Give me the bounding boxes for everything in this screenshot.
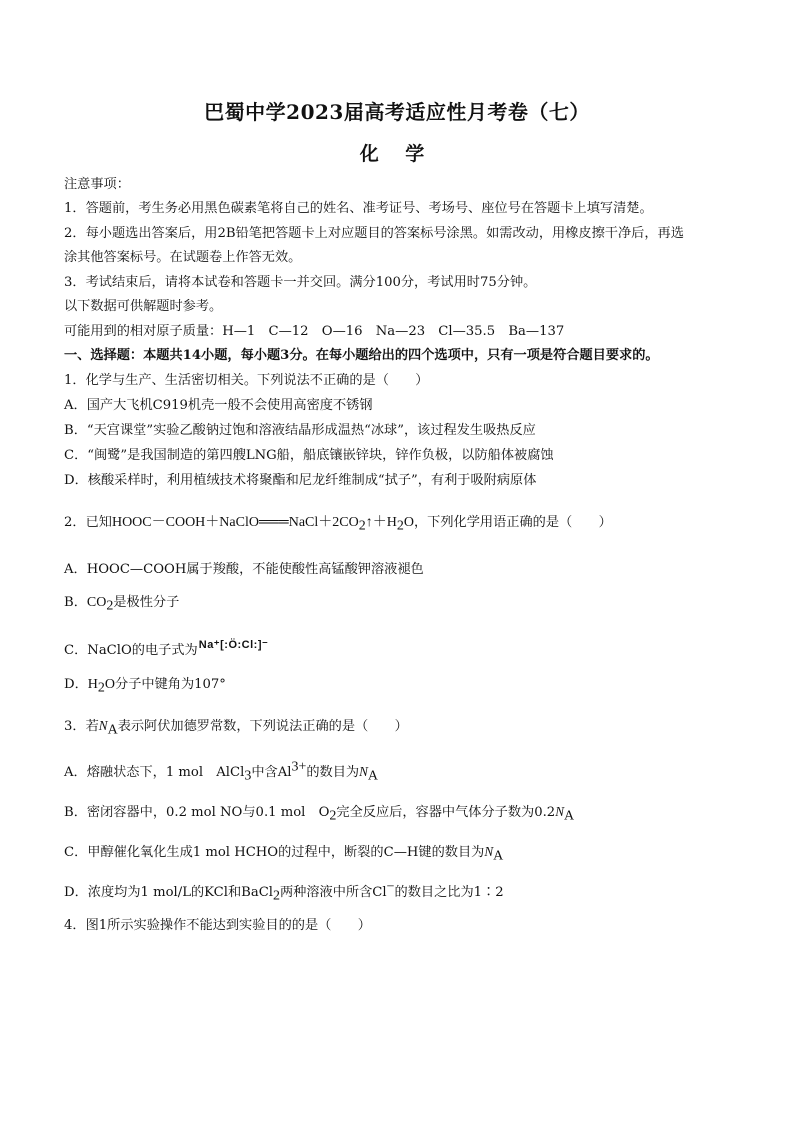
q2-equation-right: NaCl＋2CO <box>288 515 359 530</box>
q3-option-d: D．浓度均为1 mol/L的KCl和BaCl$_2$两种溶液中所含Cl−的数目之比为1∶2 <box>64 879 504 904</box>
q2-option-d: D．$H_2O$分子中键角为107° <box>64 677 226 696</box>
q2-stem: 2．已知$HOOC-COOH+NaClO═══NaCl+2CO_2↑+H_2O$，下列化学用语正确的是（ ） <box>64 515 612 534</box>
q3-option-a: A．熔融状态下，1 mol AlCl$_3$中含$Al^{3+}$的数目为$N_A$ <box>64 759 379 784</box>
exam-title: 巴蜀中学2023届高考适应性月考卷（七） <box>204 100 590 124</box>
q2-option-b: B．$CO_2$是极性分子 <box>64 595 180 614</box>
atomic-masses: 可能用到的相对原子质量：H—1 C—12 O—16 Na—23 Cl—35.5 Ba—137 <box>64 324 565 339</box>
q3-stem: 3．若$N_A$表示阿伏加德罗常数，下列说法正确的是（ ） <box>64 718 408 738</box>
q2-stem-tail: ，下列化学用语正确的是（ ） <box>413 515 612 530</box>
avogadro-symbol: N <box>98 718 108 733</box>
q2-number: 2．已知 <box>64 515 112 530</box>
q3-option-c: C．甲醇催化氧化生成1 mol HCHO的过程中，断裂的C—H键的数目为$N_A$ <box>64 844 504 864</box>
q2-equation-arrow: ═══ <box>258 515 289 530</box>
co2-formula: CO <box>86 595 107 610</box>
q2-equation-right-3: O <box>403 515 414 530</box>
note-item-3: 3．考试结束后，请将本试卷和答题卡一并交回。满分100分，考试用时75分钟。 <box>64 275 537 290</box>
q4-stem: 4．图1所示实验操作不能达到实验目的的是（ ） <box>64 918 371 933</box>
naclo-lewis-structure: Na⁺[:Ö:Cl:]⁻ <box>198 639 269 651</box>
q1-option-a: A．国产大飞机C919机壳一般不会使用高密度不锈钢 <box>64 398 373 413</box>
q1-stem: 1．化学与生产、生活密切相关。下列说法不正确的是（ ） <box>64 373 429 388</box>
section-heading: 一、选择题：本题共14小题，每小题3分。在每小题给出的四个选项中，只有一项是符合题目要求的。 <box>64 348 659 363</box>
subject-title: 化 学 <box>359 143 435 165</box>
q1-option-d: D．核酸采样时，利用植绒技术将聚酯和尼龙纤维制成“拭子”，有利于吸附病原体 <box>64 473 537 488</box>
q2-equation-right-2: ↑＋H <box>365 515 397 530</box>
q1-option-b: B．“天宫课堂”实验乙酸钠过饱和溶液结晶形成温热“冰球”，该过程发生吸热反应 <box>64 423 536 438</box>
note-item-2-cont: 涂其他答案标号。在试题卷上作答无效。 <box>64 250 302 265</box>
q2-option-c: C．NaClO的电子式为$^{Na^+[:Ö:Cl:]^-}$ <box>64 639 269 658</box>
data-reference: 以下数据可供解题时参考。 <box>64 299 223 314</box>
q3-option-b: B．密闭容器中，0.2 mol NO与0.1 mol $O_2$完全反应后，容器中气体分子数为$0.2N_A$ <box>64 804 575 824</box>
notes-heading: 注意事项： <box>64 177 130 192</box>
q2-option-a: A．HOOC—COOH属于羧酸，不能使酸性高锰酸钾溶液褪色 <box>64 562 424 577</box>
h2o-formula: H <box>87 677 98 692</box>
note-item-2: 2．每小题选出答案后，用2B铅笔把答题卡上对应题目的答案标号涂黑。如需改动，用橡皮擦干净后，再选 <box>64 226 684 241</box>
note-item-1: 1．答题前，考生务必用黑色碳素笔将自己的姓名、准考证号、考场号、座位号在答题卡上填写清楚。 <box>64 201 653 216</box>
q2-equation-left: HOOC－COOH＋NaClO <box>111 515 259 530</box>
q1-option-c: C．“闽鹭”是我国制造的第四艘LNG船，船底镶嵌锌块，锌作负极，以防船体被腐蚀 <box>64 448 554 463</box>
